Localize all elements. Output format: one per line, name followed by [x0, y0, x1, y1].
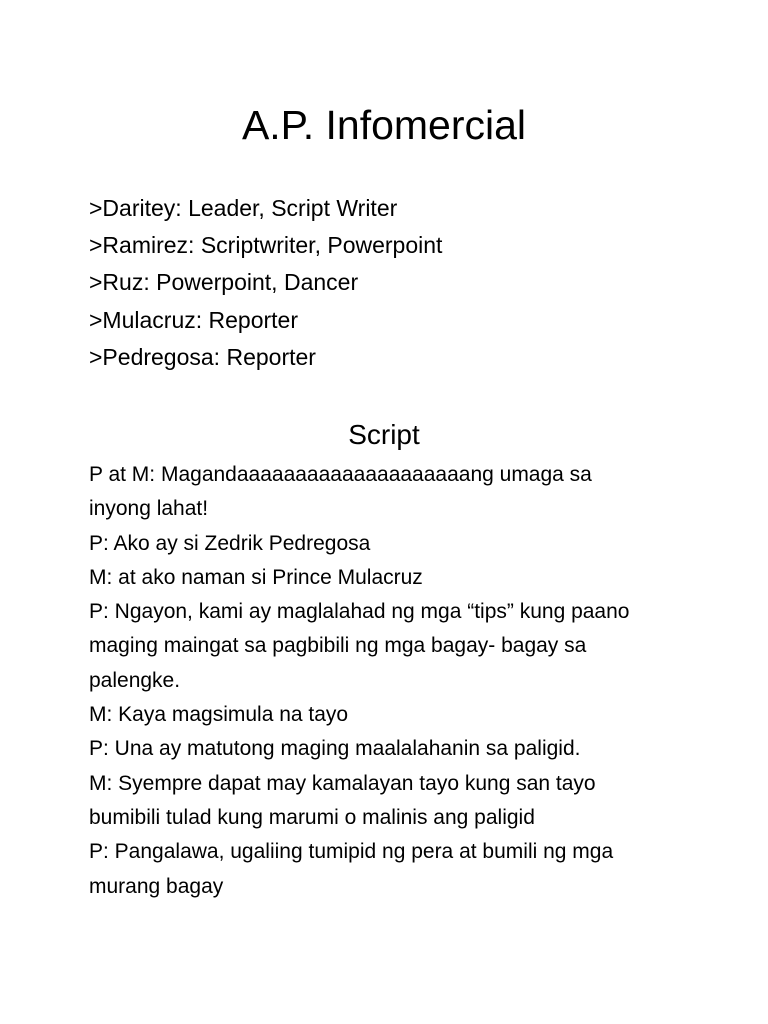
role-line: >Daritey: Leader, Script Writer [89, 195, 398, 221]
script-line: P: Ako ay si Zedrik Pedregosa [89, 531, 371, 555]
script-line: P at M: Magandaaaaaaaaaaaaaaaaaaaang umaga sa [89, 463, 592, 486]
script-line: bumibili tulad kung marumi o malinis ang paligid [89, 805, 535, 829]
script-line: palengke. [89, 668, 181, 692]
script-line: P: Pangalawa, ugaliing tumipid ng pera at bumili ng mga [89, 840, 614, 864]
script-line: M: Syempre dapat may kamalayan tayo kung san tayo [89, 771, 596, 795]
role-line: >Pedregosa: Reporter [89, 343, 316, 370]
roles-list [89, 190, 729, 376]
script-body [89, 458, 729, 904]
script-line: P: Ngayon, kami ay maglalahad ng mga “tips” kung paano [89, 600, 630, 624]
script-line: murang bagay [89, 874, 224, 898]
script-heading: Script [348, 419, 420, 450]
role-line: >Ramirez: Scriptwriter, Powerpoint [89, 232, 443, 259]
role-line: >Ruz: Powerpoint, Dancer [89, 269, 359, 296]
document-title: A.P. Infomercial [241, 102, 527, 148]
script-line: M: Kaya magsimula na tayo [89, 703, 349, 727]
script-line: inyong lahat! [89, 497, 209, 521]
script-line: maging maingat sa pagbibili ng mga bagay- bagay sa [89, 634, 587, 658]
role-line: >Mulacruz: Reporter [89, 306, 298, 333]
script-line: M: at ako naman si Prince Mulacruz [89, 565, 423, 589]
script-line: P: Una ay matutong maging maalalahanin sa paligid. [89, 737, 581, 761]
